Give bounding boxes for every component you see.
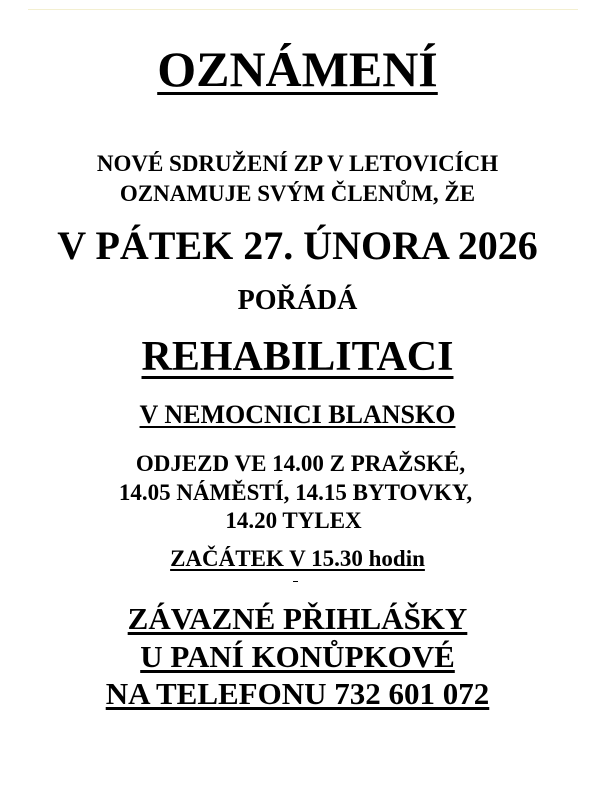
start-time: ZAČÁTEK V 15.30 hodin [170, 546, 425, 571]
intro-line-1: NOVÉ SDRUŽENÍ ZP V LETOVICÍCH [96, 151, 499, 176]
small-dash-divider [293, 581, 298, 582]
event-date: V PÁTEK 27. ÚNORA 2026 [57, 223, 538, 268]
departure-line-2: 14.05 NÁMĚSTÍ, 14.15 BYTOVKY, [118, 480, 473, 505]
departure-line-3: 14.20 TYLEX [225, 508, 362, 533]
notice-title: OZNÁMENÍ [157, 41, 438, 97]
event-place: V NEMOCNICI BLANSKO [139, 400, 456, 429]
event-verb: POŘÁDÁ [237, 285, 358, 316]
registration-line-1: ZÁVAZNÉ PŘIHLÁŠKY [127, 601, 468, 636]
departure-line-1: ODJEZD VE 14.00 Z PRAŽSKÉ, [135, 451, 466, 476]
registration-line-2: U PANÍ KONŮPKOVÉ [140, 639, 455, 674]
registration-line-3: NA TELEFONU 732 601 072 [105, 676, 490, 711]
event-name: REHABILITACI [141, 334, 454, 380]
intro-line-2: OZNAMUJE SVÝM ČLENŮM, ŽE [119, 181, 476, 206]
top-divider [28, 9, 578, 10]
